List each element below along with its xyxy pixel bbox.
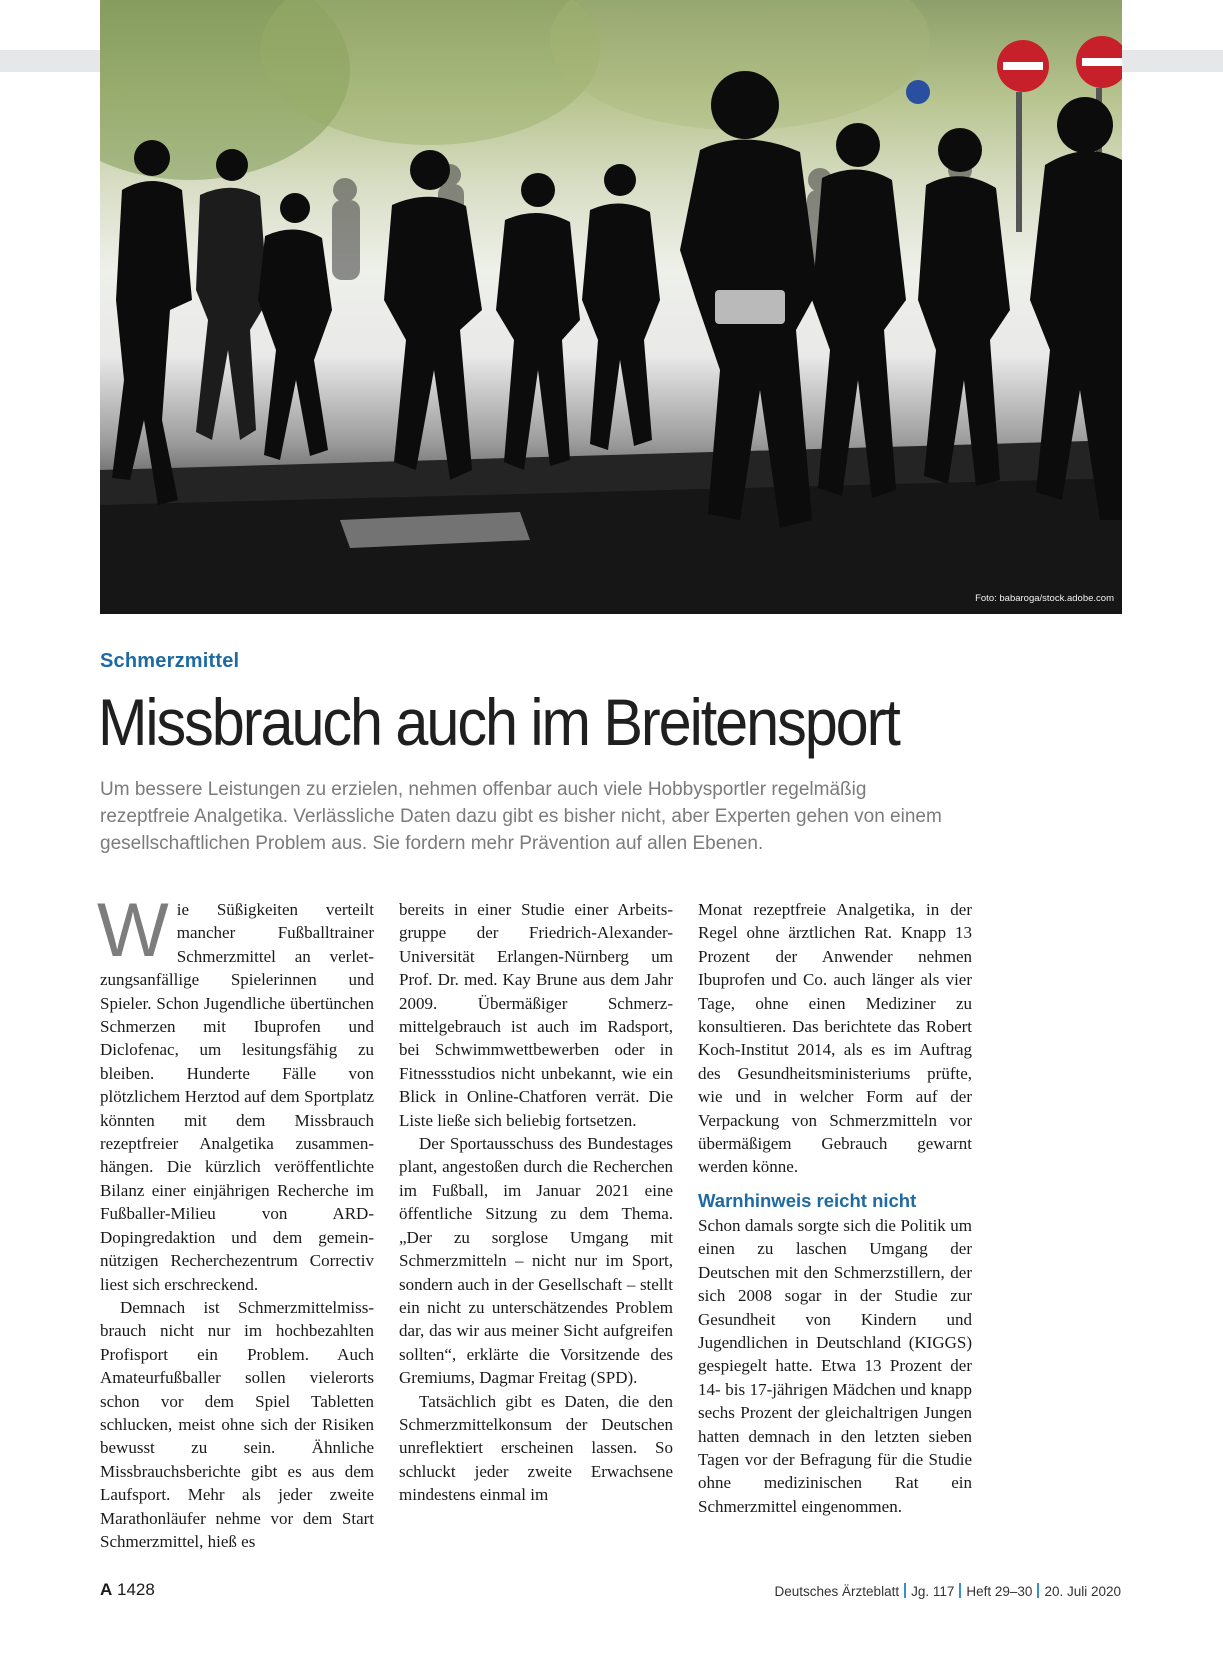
journal-date: 20. Juli 2020 [1044,1584,1121,1599]
page-prefix: A [100,1580,113,1599]
paragraph-1 [97,888,374,1296]
article-headline: Missbrauch auch im Breitensport [98,685,899,759]
footer-journal-info [775,1583,1121,1599]
journal-volume: Jg. 117 [911,1584,955,1599]
paragraph-1-text: ie Süßigkeiten verteilt mancher Fußballtrainer Schmerzmittel an verletzungsanfällige Spielerinnen und Spieler. Schon Jugendliche übertünchen Schmerzen mit Ibuprofen und Diclofenac, um lesitungsfähig zu bleiben. Hunderte Fälle von plötzlichem Herztod auf dem Sportplatz könnten mit dem Missbrauch rezeptfreier Analgetika zusammenhängen. Die kürzlich veröffentlichte Bilanz einer einjährigen Recherche im Fußballer-Milieu von ARD-Dopingredaktion und dem gemeinnützigen Recherchezentrum Correctiv liest sich erschreckend. [100,900,374,1294]
journal-issue: Heft 29–30 [966,1584,1033,1599]
paragraph-6: Monat rezeptfreie Analgetika, in der Regel ohne ärztlichen Rat. Knapp 13 Prozent der Anwender nehmen Ibuprofen und Co. auch länger als vier Tage, ohne einen Mediziner zu konsultieren. Das berichtete das Robert Koch-Institut 2014, als es im Auftrag des Gesundheitsministeriums prüfte, wie und in welcher Form auf der Verpackung von Schmerzmitteln vor übermäßigem Gebrauch gewarnt werden könne. [698,900,972,1177]
paragraph-7: Schon damals sorgte sich die Politik um einen zu laschen Umgang der Deutschen mit den Schmerzstillern, der sich 2008 sogar in der Studie zur Gesundheit von Kindern und Jugendlichen in Deutschland (KIGGS) gespiegelt hatte. Etwa 13 Prozent der 14- bis 17-jährigen Mädchen und knapp sechs Prozent der gleichaltrigen Jungen hatten demnach in den letzten sieben Tagen vor der Befragung für die Studie ohne medizinischen Rat ein Schmerzmittel eingenommen. [698,1215,972,1516]
top-decor-bar-left [0,50,100,72]
top-decor-bar-right [1122,50,1223,72]
page-number [100,1580,155,1600]
paragraph-3: bereits in einer Studie einer Arbeitsgruppe der Friedrich-Alexander-Universität Erlangen-Nürnberg um Prof. Dr. med. Kay Brune aus dem Jahr 2009. Übermäßiger Schmerzmittelgebrauch ist auch im Radsport, bei Schwimmwettbewerben oder in Fitnessstudios nicht unbekannt, wie ein Blick in Online-Chatforen verrät. Die Liste ließe sich beliebig fortsetzen. [399,900,673,1130]
photo-credit: Foto: babaroga/stock.adobe.com [975,593,1114,604]
article-subhead: Warnhinweis reicht nicht [698,1189,917,1211]
article-column-1 [97,888,374,1553]
footer-separator [904,1583,906,1598]
footer-separator [1037,1583,1039,1598]
footer-separator [959,1583,961,1598]
paragraph-4: Der Sportausschuss des Bundestages plant, angestoßen durch die Recherchen im Fußball, im Januar 2021 eine öffentliche Sitzung zu dem Thema. „Der zu sorglose Umgang mit Schmerzmitteln – nicht nur im Sport, sondern auch in der Gesellschaft – stellt ein nicht zu unterschätzendes Problem dar, das wir aus meiner Sicht aufgreifen sollten“, erklärte die Vorsitzende des Gremiums, Dagmar Freitag (SPD). [399,1134,673,1388]
article-lead: Um bessere Leistungen zu erzielen, nehmen offenbar auch viele Hobbysportler regelmäßig rezeptfreie Analgetika. Verlässliche Daten dazu gibt es bisher nicht, aber Experten gehen von einem gesellschaftlichen Problem aus. Sie fordern mehr Prävention auf allen Ebenen. [100,779,942,854]
hero-photo [100,0,1122,614]
runners-silhouette-illustration [100,0,1122,614]
drop-cap: W [97,888,169,973]
article-kicker: Schmerzmittel [100,650,240,672]
journal-name: Deutsches Ärzteblatt [774,1584,900,1599]
page-number-value: 1428 [117,1580,155,1599]
paragraph-2: Demnach ist Schmerzmittelmissbrauch nicht nur im hochbezahlten Profisport ein Problem. Auch Amateurfußballer sollen vielerorts schon vor dem Spiel Tabletten schlucken, meist ohne sich der Risiken bewusst zu sein. Ähnliche Missbrauchsberichte gibt es aus dem Laufsport. Mehr als jeder zweite Marathonläufer nehme vor dem Start Schmerzmittel, hieß es [100,1297,374,1551]
paragraph-5: Tatsächlich gibt es Daten, die den Schmerzmittelkonsum der Deutschen unreflektiert erscheinen lassen. So schluckt jeder zweite Erwachsene mindestens einmal im [399,1391,673,1505]
article-column-2 [399,898,673,1507]
article-column-3 [698,898,972,1518]
